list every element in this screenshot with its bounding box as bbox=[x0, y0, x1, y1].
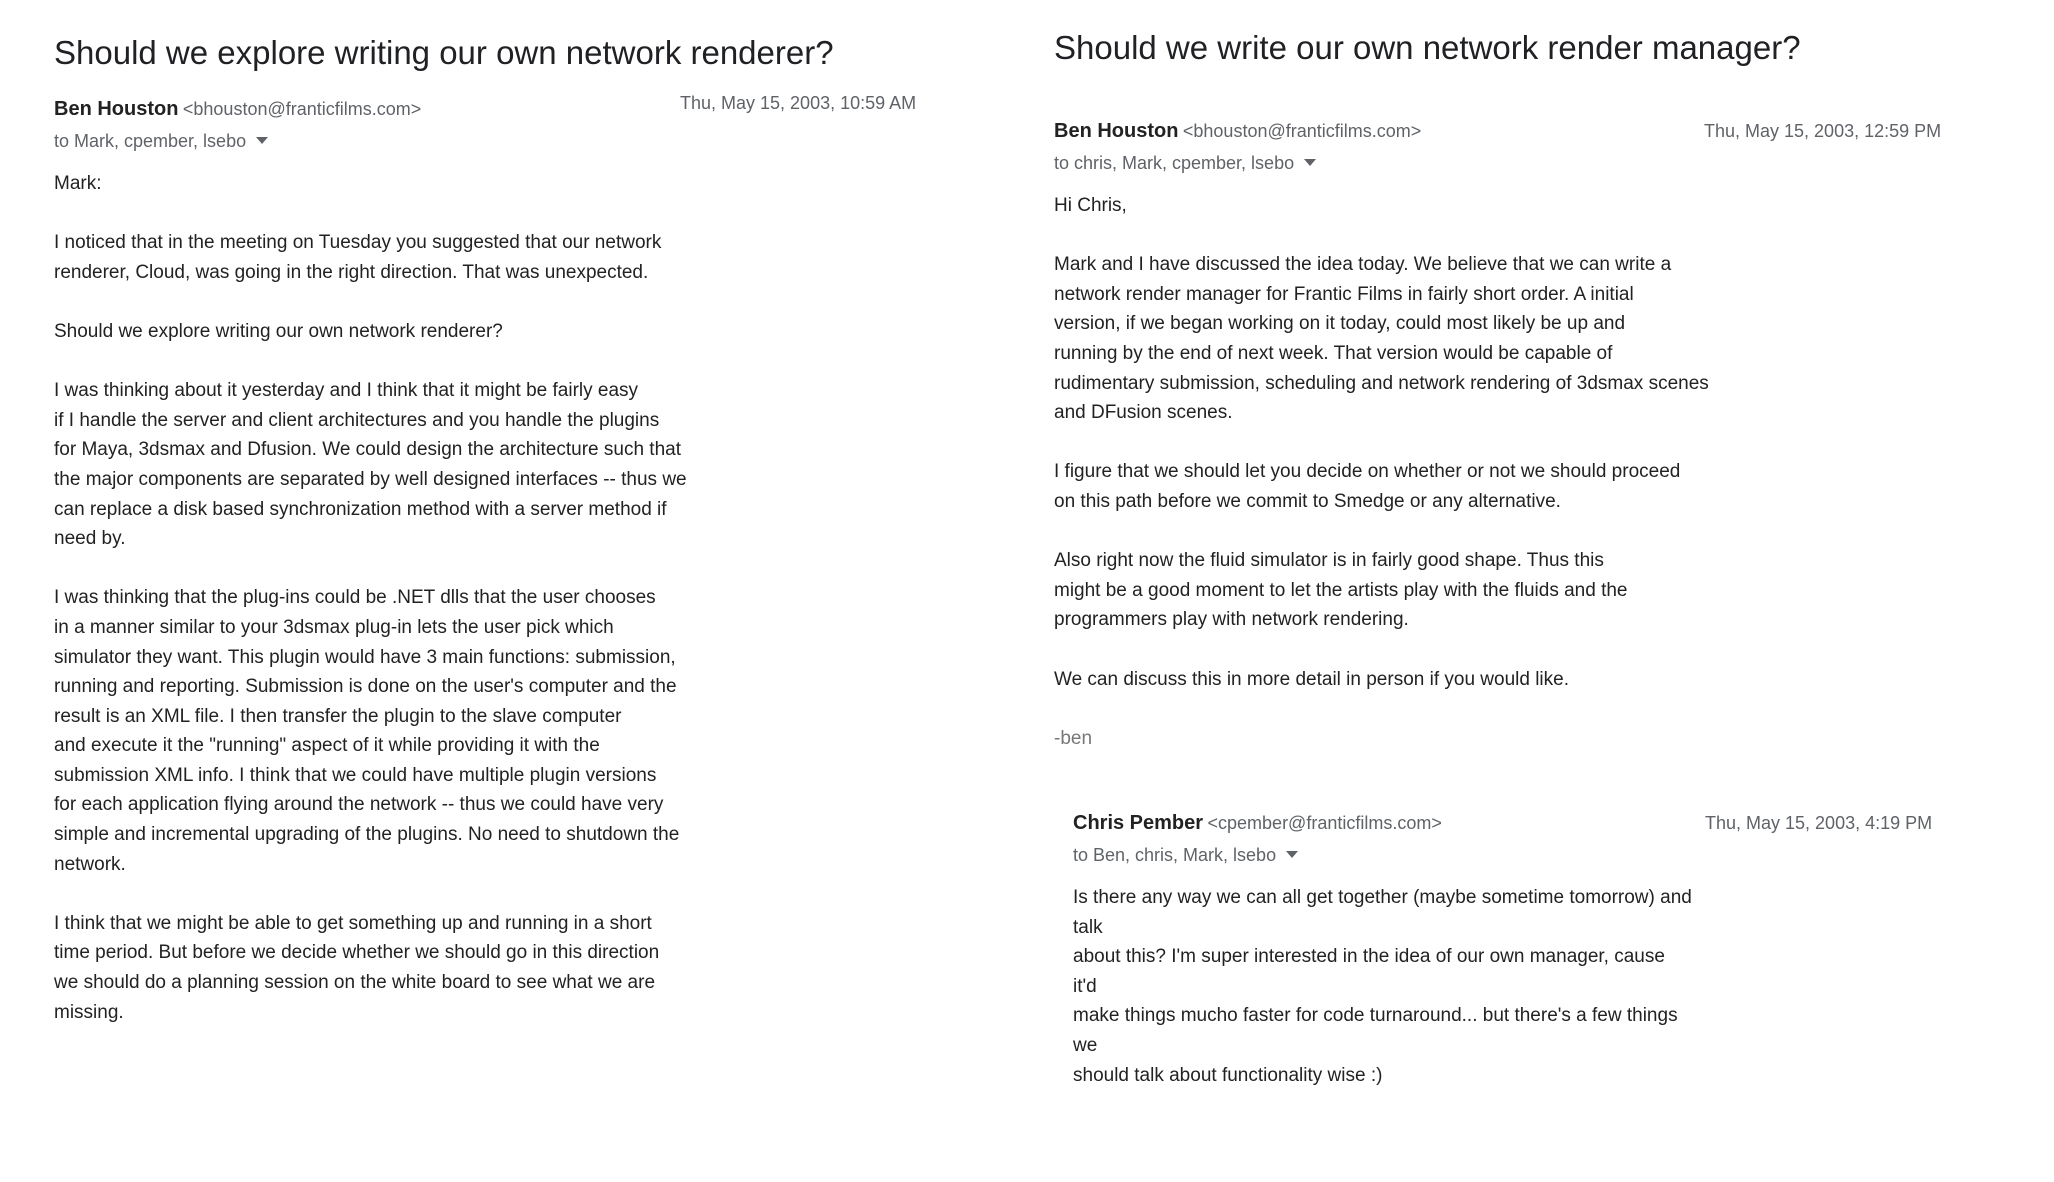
recipients-text: to Mark, cpember, lsebo bbox=[54, 131, 247, 151]
email-subject: Should we write our own network render manager? bbox=[1054, 29, 1801, 66]
recipients-line bbox=[1054, 153, 1316, 174]
body-paragraph: Should we explore writing our own network renderer? bbox=[54, 320, 503, 342]
body-paragraph: Hi Chris, bbox=[1054, 195, 1127, 216]
reply-message bbox=[1073, 800, 1973, 1100]
email-date: Thu, May 15, 2003, 4:19 PM bbox=[1705, 813, 1933, 833]
email-message-2 bbox=[1054, 0, 2004, 1100]
recipients-text: to chris, Mark, cpember, lsebo bbox=[1054, 153, 1295, 173]
body-paragraph: Is there any way we can all get together (maybe sometime tomorrow) and talk about this? I'm super interested in the idea of our own manager, cause it'd make things mucho faster for code turnaround... but there's a few things we should talk about functionality wise :) bbox=[1073, 887, 1692, 1086]
email-date: Thu, May 15, 2003, 12:59 PM bbox=[1704, 121, 1942, 141]
body-paragraph: I think that we might be able to get something up and running in a short time period. But before we decide whether we should go in this direction we should do a planning session on the white board to see what we are missing. bbox=[54, 912, 660, 1023]
sender-row bbox=[1073, 812, 1442, 835]
email-body bbox=[1073, 883, 1933, 1090]
recipients-text: to Ben, chris, Mark, lsebo bbox=[1073, 845, 1277, 865]
sender-email: <bhouston@franticfilms.com> bbox=[1182, 121, 1422, 141]
email-body bbox=[54, 169, 874, 1027]
body-paragraph: Mark: bbox=[54, 173, 102, 194]
sender-name[interactable]: Chris Pember bbox=[1073, 812, 1204, 834]
recipients-dropdown-icon[interactable] bbox=[256, 137, 268, 144]
body-paragraph: Mark and I have discussed the idea today. We believe that we can write a network render manager for Frantic Films in fairly short order. A initial version, if we began working on it today, could most likely be up and running by the end of next week. That version would be capable of rudimentary submission, scheduling and network rendering of 3dsmax scenes and DFusion scenes. bbox=[1054, 254, 1709, 424]
body-paragraph: I was thinking that the plug-ins could be .NET dlls that the user chooses in a manner similar to your 3dsmax plug-in lets the user pick which simulator they want. This plugin would have 3 main functions: submission, running and reporting. Submission is done on the user's computer and the result is an XML file. I then transfer the plugin to the slave computer and execute it the "running" aspect of it while providing it with the submission XML info. I think that we could have multiple plugin versions for each application flying around the network -- thus we could have very simple and incremental upgrading of the plugins. No need to shutdown the network. bbox=[54, 587, 680, 875]
recipients-line bbox=[54, 131, 268, 152]
email-signature: -ben bbox=[1054, 727, 1093, 749]
sender-name[interactable]: Ben Houston bbox=[1054, 120, 1179, 142]
email-message-1 bbox=[54, 0, 954, 1100]
sender-email: <cpember@franticfilms.com> bbox=[1207, 813, 1442, 833]
email-subject: Should we explore writing our own network renderer? bbox=[54, 34, 834, 71]
recipients-dropdown-icon[interactable] bbox=[1304, 159, 1316, 166]
sender-email: <bhouston@franticfilms.com> bbox=[182, 99, 422, 119]
body-paragraph: I noticed that in the meeting on Tuesday you suggested that our network renderer, Cloud, was going in the right direction. That was unexpected. bbox=[54, 232, 662, 283]
sender-row bbox=[1054, 120, 1421, 143]
sender-name[interactable]: Ben Houston bbox=[54, 98, 179, 120]
body-paragraph: We can discuss this in more detail in person if you would like. bbox=[1054, 668, 1570, 690]
sender-row bbox=[54, 98, 421, 121]
email-date: Thu, May 15, 2003, 10:59 AM bbox=[680, 93, 917, 113]
body-paragraph: Also right now the fluid simulator is in fairly good shape. Thus this might be a good moment to let the artists play with the fluids and the programmers play with network rendering. bbox=[1054, 550, 1628, 631]
recipients-line bbox=[1073, 845, 1298, 866]
email-body bbox=[1054, 191, 1934, 753]
body-paragraph: I figure that we should let you decide on whether or not we should proceed on this path before we commit to Smedge or any alternative. bbox=[1054, 461, 1681, 512]
body-paragraph: I was thinking about it yesterday and I think that it might be fairly easy if I handle the server and client architectures and you handle the plugins for Maya, 3dsmax and Dfusion. We could design the architecture such that the major components are separated by well designed interfaces -- thus we can replace a disk based synchronization method with a server method if need by. bbox=[54, 380, 687, 550]
recipients-dropdown-icon[interactable] bbox=[1286, 851, 1298, 858]
